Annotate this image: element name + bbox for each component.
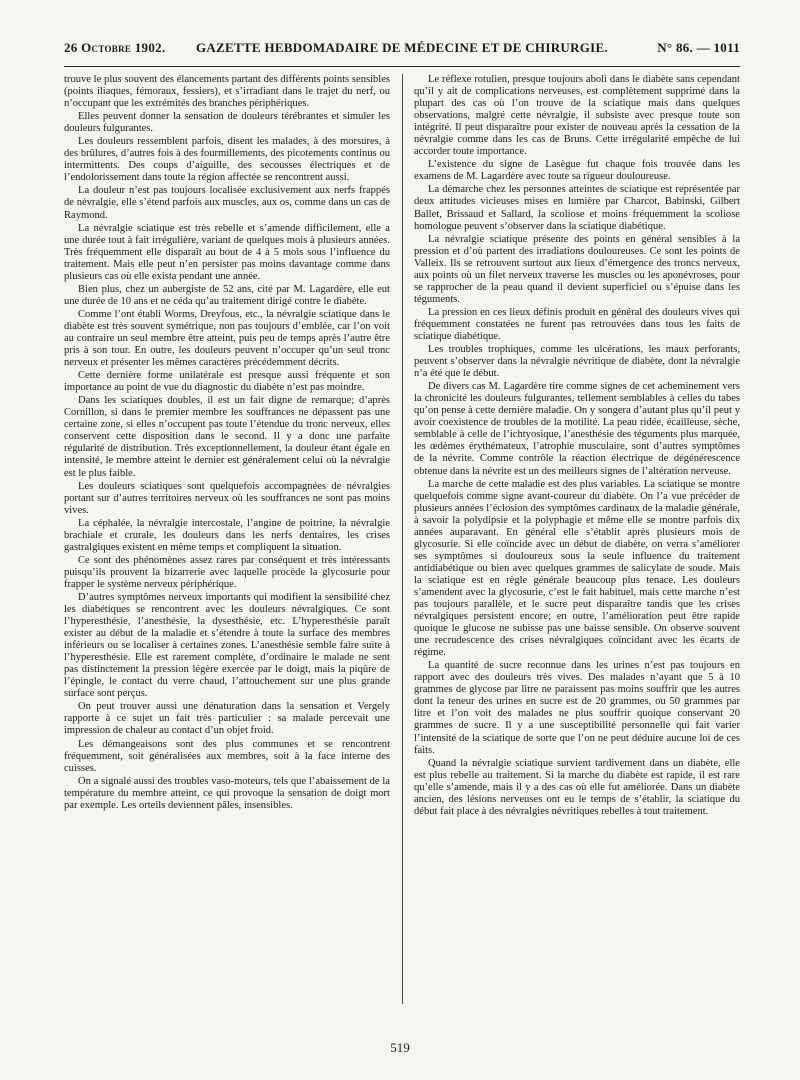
header-rule xyxy=(64,66,740,67)
paragraph: Les douleurs ressemblent parfois, disent les malades, à des morsures, à des brûlures, d’autres fois à des fourmillements, des picotements continus ou intermittents. Des coups d’aiguille, des secousses électriques et de l’endolorissement dans toute la région affectée se rencontrent aussi. xyxy=(64,136,390,184)
paragraph: trouve le plus souvent des élancements partant des différents points sensibles (points iliaques, fémoraux, fessiers), et s’irradiant dans le trajet du nerf, ou n’occupant que les extrémités des branches périphériques. xyxy=(64,74,390,110)
issue-date: 26 Octobre 1902. xyxy=(64,40,166,55)
paragraph: De divers cas M. Lagardère tire comme signes de cet acheminement vers la chronicité les douleurs fulgurantes, tellement semblables à celles du tabes qu’on pense à cette dernière maladie. On y songera d’autant plus qu’il peut y avoir coexistence de troubles de la motilité. La peau ridée, écailleuse, sèche, semblable à celle de l’ichtyosique, l’anesthésie des téguments plus marquée, les œdèmes érythémateux, l’atrophie musculaire, sont d’autres symptômes de la névrite. Comme contrôle la réaction électrique de dégénérescence obtenue dans la névrite est un des meilleurs signes de l’altération nerveuse. xyxy=(414,381,740,477)
paragraph: La névralgie sciatique présente des points en général sensibles à la pression et d’où partent des irradiations douloureuses. Ce sont les points de Valleix. Ils se retrouvent surtout aux lieux d’émergence des troncs nerveux, aux points où un filet nerveux traverse les muscles ou les aponévroses, pour se rapprocher de la peau quand il devient superficiel ou s’épuise dans les téguments. xyxy=(414,233,740,305)
paragraph: Ce sont des phénomènes assez rares par conséquent et très intéressants puisqu’ils prouvent la bizarrerie avec laquelle procède la glycosurie pour frapper le système nerveux périphérique. xyxy=(64,554,390,590)
running-header xyxy=(64,40,740,62)
paragraph: D’autres symptômes nerveux importants qui modifient la sensibilité chez les diabétiques se rencontrent avec les douleurs névralgiques. Ce sont l’hyperesthésie, l’anesthésie, la dysesthésie, etc. L’hyperesthésie paraît exister au début de la maladie et s’étendre à toute la surface des membres inférieurs ou se localiser à certaines zones. L’anesthésie semble faire suite à l’hyperesthésie. Elle est rarement complète, d’ordinaire le malade ne sent pas distinctement la pression légère exercée par le doigt, mais la piqûre de l’épingle, le contact du verre chaud, l’attouchement sur une plus grande surface sont perçus. xyxy=(64,591,390,700)
paragraph: Elles peuvent donner la sensation de douleurs térébrantes et simuler les douleurs fulgurantes. xyxy=(64,111,390,135)
paragraph: Quand la névralgie sciatique survient tardivement dans un diabète, elle est plus rebelle au traitement. Si la marche du diabète est rapide, il est rare qu’elle s’amende, mais il y a des cas où elle fut améliorée. Dans un diabète ancien, des lésions nerveuses ont eu le temps de s’établir, la sciatique du début fait place à des névralgies névritiques rebelles à tout traitement. xyxy=(414,757,740,817)
paragraph: On peut trouver aussi une dénaturation dans la sensation et Vergely rapporte à ce sujet un fait très particulier : sa malade percevait une impression de chaleur au contact d’un objet froid. xyxy=(64,701,390,737)
paragraph: Bien plus, chez un aubergiste de 52 ans, cité par M. Lagardère, elle eut une durée de 10 ans et ne céda qu’au traitement dirigé contre le diabète. xyxy=(64,283,390,307)
paragraph: Les démangeaisons sont des plus communes et se rencontrent fréquemment, soit généralisées aux membres, soit à la face interne des cuisses. xyxy=(64,738,390,774)
paragraph: La quantité de sucre reconnue dans les urines n’est pas toujours en rapport avec des douleurs très vives. Des malades n’ayant que 5 à 10 grammes de glycose par litre ne paraissent pas moins souffrir que les autres dont la teneur des urines en sucre est de 20 grammes, ou 50 grammes par litre et l’on voit des malades ne plus souffrir quoique conservant 20 grammes de sucre. Il y a une susceptibilité personnelle qui fait varier l’intensité de la sciatique de sorte que l’on ne peut déduire aucune loi de ces faits. xyxy=(414,660,740,756)
right-column xyxy=(414,74,740,1050)
page-number: 519 xyxy=(390,1040,410,1055)
paragraph: Le réflexe rotulien, presque toujours aboli dans le diabète sans cependant qu’il y ait de complications nerveuses, est complètement supprimé dans la plupart des cas où l’on trouve de la sciatique mais dans quelques observations, malgré cette névralgie, il subsiste avec presque toute son intégrité. Il peut disparaître pour exister de nouveau après la cessation de la névralgie comme dans les cas de Bruns. Cette irrégularité empêche de lui accorder toute importance. xyxy=(414,74,740,158)
paragraph: On a signalé aussi des troubles vaso-moteurs, tels que l’abaissement de la température du membre atteint, ce qui provoque la sensation de doigt mort par exemple. Les orteils deviennent pâles, insensibles. xyxy=(64,775,390,811)
paragraph: Comme l’ont établi Worms, Dreyfous, etc., la névralgie sciatique dans le diabète est très souvent symétrique, non pas toujours d’emblée, car l’on voit au contraire un seul membre être atteint, puis peu de temps après l’autre être pris à son tour. En outre, les douleurs peuvent n’occuper qu’un seul tronc nerveux et présenter les mêmes caractères précédemment décrits. xyxy=(64,308,390,369)
paragraph: La douleur n’est pas toujours localisée exclusivement aux nerfs frappés de névralgie, elle s’étend parfois aux muscles, aux os, comme dans un cas de Raymond. xyxy=(64,185,390,221)
paragraph: La céphalée, la névralgie intercostale, l’angine de poitrine, la névralgie brachiale et crurale, les douleurs dans les nerfs dentaires, les crises gastralgiques existent en même temps et compliquent la situation. xyxy=(64,517,390,553)
paragraph: L’existence du signe de Lasègue fut chaque fois trouvée dans les examens de M. Lagardère avec toute sa rigueur douloureuse. xyxy=(414,159,740,183)
paragraph: La démarche chez les personnes atteintes de sciatique est représentée par deux attitudes vicieuses mises en lumière par Charcot, Babinski, Gilbert Ballet, Brissaud et Sallard, la scoliose et moins fréquemment la scoliose homologue peuvent s’observer dans la sciatique diabétique. xyxy=(414,184,740,232)
paragraph: Dans les sciatiques doubles, il est un fait digne de remarque; d’après Cornillon, si dans le premier membre les souffrances ne dépassent pas une certaine zone, si elles n’occupent pas toute l’étendue du tronc nerveux, elles conservent cette disposition dans le second. Il y a donc une parfaite régularité de distribution. Très exceptionnellement, la douleur étant égale en intensité, le membre atteint le dernier est généralement celui où la névralgie est le plus faible. xyxy=(64,395,390,479)
paragraph: La pression en ces lieux définis produit en général des douleurs vives qui fréquemment constatées ne furent pas retrouvées dans tous les faits de sciatique diabétique. xyxy=(414,306,740,342)
paragraph: Les troubles trophiques, comme les ulcérations, les maux perforants, peuvent s’observer dans la névralgie névritique de diabète, dont la névralgie n’a été que le début. xyxy=(414,344,740,380)
journal-title: GAZETTE HEBDOMADAIRE DE MÉDECINE ET DE CHIRURGIE. xyxy=(195,40,609,55)
left-column xyxy=(64,74,390,1050)
issue-number: N° 86. — 1011 xyxy=(657,40,740,55)
paragraph: Les douleurs sciatiques sont quelquefois accompagnées de névralgies portant sur d’autres territoires nerveux où les souffrances ne sont pas moins vives. xyxy=(64,480,390,516)
column-divider xyxy=(402,74,403,1004)
paragraph: Cette dernière forme unilatérale est presque aussi fréquente et son importance au point de vue du diagnostic du diabète n’est pas moindre. xyxy=(64,370,390,394)
paragraph: La névralgie sciatique est très rebelle et s’amende difficilement, elle a une durée tout à fait irrégulière, variant de quelques mois à plusieurs années. Très fréquemment elle disparaît au bout de 4 à 5 mois sous l’influence du traitement. Mais elle peut n’en persister pas moins davantage comme dans plusieurs cas où elle exista pendant une année. xyxy=(64,222,390,282)
paragraph: La marche de cette maladie est des plus variables. La sciatique se montre quelquefois comme signe avant-coureur du diabète. On l’a vue précéder de plusieurs années l’éclosion des symptômes cardinaux de la maladie générale, à savoir la polydipsie et la polyphagie et même elle se montre parfois dix années auparavant. En général elle s’établit après plusieurs mois de glycosurie. Si elle coïncide avec un début de diabète, on verra s’améliorer ses symptômes si douloureux sous la seule influence du traitement antidiabétique ou bien avec quelques grammes de salicylate de soude. Mais la sciatique est en règle générale beaucoup plus tenace. Les douleurs s’amendent avec la glycosurie, c’est le fait habituel, mais cette marche n’est pas toujours parallèle, et le sucre peut disparaître tandis que les crises névralgiques persistent encore; en outre, l’amélioration peut être rapide quoique le glucose ne subisse pas une baisse sensible. On observe souvent une recrudescence des crises névralgiques coïncidant avec les écarts de régime. xyxy=(414,478,740,659)
